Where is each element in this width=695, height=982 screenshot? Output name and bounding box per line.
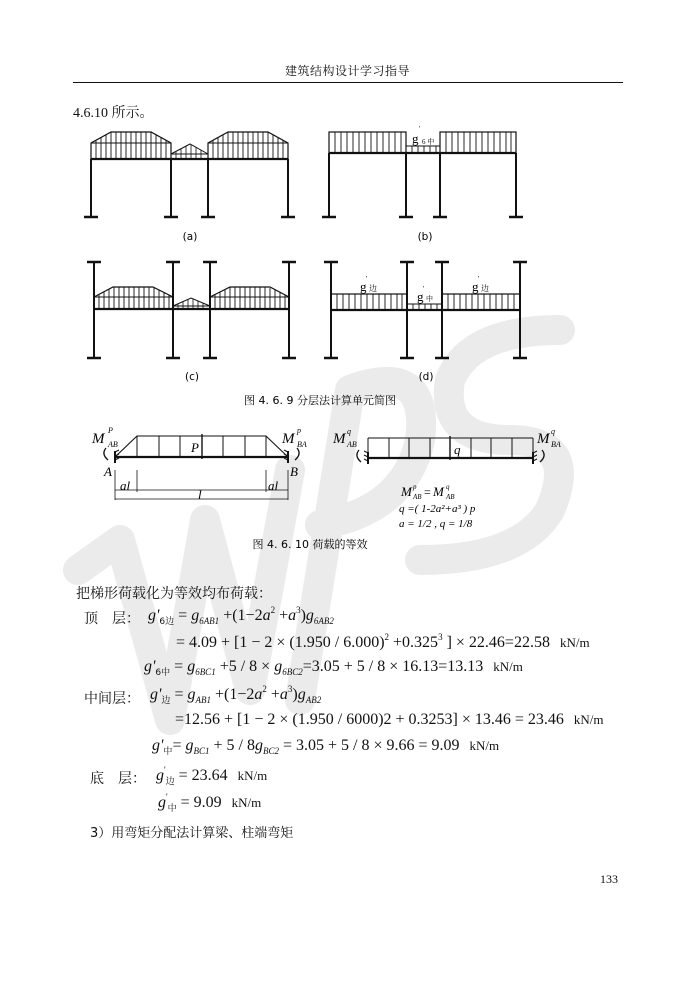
svg-text:=: =: [424, 485, 431, 499]
subfigure-d-side-label-right: g: [472, 279, 479, 294]
equivalence-eq1-rhs: M: [433, 484, 444, 499]
top-floor-eq3: $g'_{6中} = g_{6BC1} +5 / 8 \times g_{6BC2}=3.05 + 5 / 8 \times 16.13=13.13$ kN/m: [144, 658, 523, 678]
equivalence-eq1-lhs: M: [401, 484, 412, 499]
load-p-label: P: [191, 440, 199, 455]
middle-floor-label: 中间层：: [84, 691, 140, 707]
header-rule: [73, 82, 623, 83]
moment-ba-p: M: [282, 431, 295, 447]
svg-text:': ': [423, 285, 425, 293]
lead-text: 4.6.10 所示。: [73, 106, 154, 121]
bottom-floor-eq2: $g'_中 = 9.09$ kN/m: [158, 792, 262, 814]
load-q-label: q: [454, 442, 461, 457]
subfigure-d-side-label-left: g: [360, 279, 367, 294]
svg-text:P: P: [108, 426, 113, 435]
svg-text:p: p: [413, 483, 417, 491]
top-floor-eq2: = $4.09 + [1 - 2 \times (1.950 / 6.000)^2 +0.325^3$ ] × 22.46=22.58 kN/m: [176, 632, 590, 651]
dim-l: l: [198, 487, 202, 502]
middle-floor-eq2: =12.56 + [1 − 2 × (1.950 / 6000)2 + 0.3253] × 13.46 = 23.46 kN/m: [175, 711, 604, 728]
svg-text:边: 边: [369, 284, 377, 293]
middle-floor-eq3: $g'_中= g_{BC1} + 5 / 8g_{BC2} = 3.05 + 5 / 8 \times 9.66 = 9.09$ kN/m: [152, 737, 500, 757]
dim-al-right: al: [268, 478, 279, 493]
figure-4-6-10: [0, 420, 695, 555]
subfigure-a-label: (a): [182, 231, 198, 243]
svg-text:AB: AB: [347, 440, 357, 449]
bottom-floor-eq1: $g'_边 = 23.64$ kN/m: [156, 765, 268, 787]
equivalence-eq3: a = 1/2 , q = 1/8: [399, 518, 473, 530]
svg-text:BA: BA: [551, 440, 561, 449]
svg-text:AB: AB: [108, 440, 118, 449]
subfigure-b-label: (b): [417, 231, 433, 243]
uniform-load-beam: [357, 436, 544, 464]
top-floor-eq1: $g'_{6边} = g_{6AB1} +(1-2a^2 +a^3)g_{6AB2}$: [148, 605, 334, 627]
moment-ab-p: M: [92, 431, 105, 447]
page-number: 133: [600, 872, 618, 886]
svg-text:': ': [366, 275, 368, 283]
subfigure-a: [84, 132, 295, 217]
svg-text:BA: BA: [297, 440, 307, 449]
subfigure-d: [324, 262, 527, 358]
support-b-label: B: [290, 464, 298, 479]
svg-text:AB: AB: [413, 493, 422, 501]
moment-ba-q: M: [537, 431, 550, 447]
bottom-floor-label: 底 层：: [90, 771, 146, 787]
svg-text:AB: AB: [446, 493, 455, 501]
figure-4-6-10-caption: 图 4. 6. 10 荷载的等效: [252, 538, 368, 551]
figure-4-6-9-caption: 图 4. 6. 9 分层法计算单元简图: [244, 394, 396, 407]
middle-floor-eq1: $g'_边 = g_{AB1} +(1-2a^2 +a^3)g_{AB2}$: [150, 684, 322, 706]
subfigure-d-mid-label: g: [417, 289, 424, 304]
step-3-heading: 3）用弯矩分配法计算梁、柱端弯矩: [90, 826, 294, 841]
equivalence-eq2: q =( 1-2a²+a³ ) p: [399, 503, 476, 515]
svg-text:6 中: 6 中: [422, 138, 435, 146]
subfigure-b-load-label: g: [412, 131, 419, 146]
svg-text:q: q: [446, 483, 450, 491]
svg-text:p: p: [297, 426, 301, 435]
intro-text: 把梯形荷载化为等效均布荷载：: [76, 586, 272, 602]
moment-ab-q: M: [333, 431, 346, 447]
support-a-label: A: [104, 464, 112, 479]
svg-text:q: q: [347, 427, 351, 436]
svg-text:': ': [478, 275, 480, 283]
svg-text:边: 边: [481, 284, 489, 293]
figure-4-6-9: [0, 120, 695, 410]
svg-text:q: q: [551, 427, 555, 436]
subfigure-c: [87, 262, 296, 358]
svg-text:': ': [419, 125, 421, 133]
svg-text:中: 中: [426, 295, 433, 303]
subfigure-d-label: (d): [418, 371, 434, 383]
running-header: 建筑结构设计学习指导: [284, 64, 410, 78]
top-floor-label: 顶 层：: [84, 611, 140, 627]
subfigure-c-label: (c): [185, 371, 199, 383]
dim-al-left: al: [120, 478, 131, 493]
